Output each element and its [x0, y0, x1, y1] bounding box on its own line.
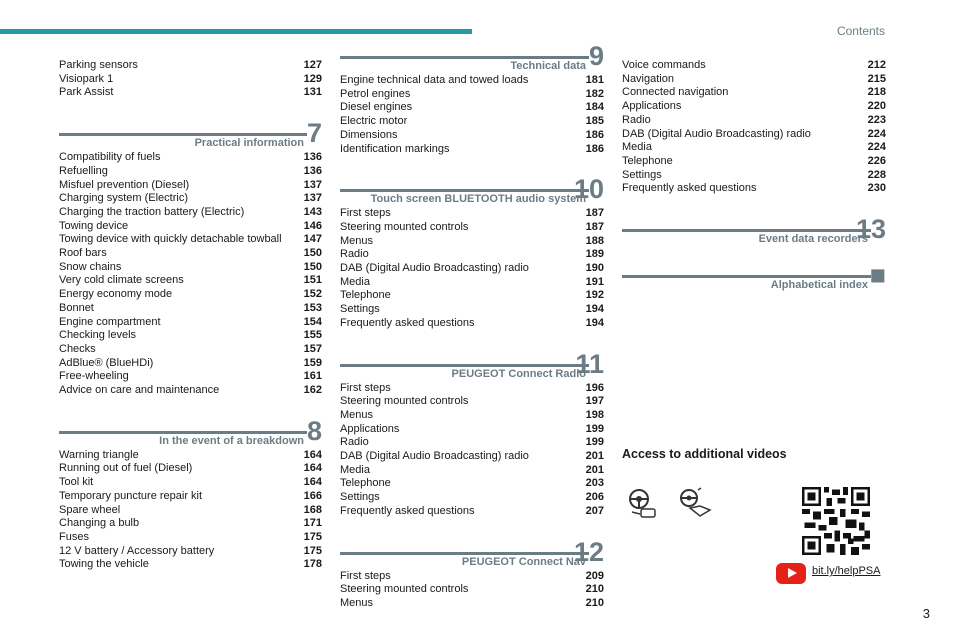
toc-entry-label: Steering mounted controls	[340, 583, 469, 596]
toc-entry-label: Snow chains	[59, 260, 122, 273]
toc-entry-page: 218	[867, 86, 886, 99]
toc-entry[interactable]	[59, 302, 322, 316]
toc-entry-page: 184	[585, 101, 604, 114]
toc-entry-page: 189	[585, 248, 604, 261]
toc-entry[interactable]	[340, 491, 604, 505]
toc-entry[interactable]	[340, 477, 604, 491]
toc-entry-page: 137	[303, 178, 322, 191]
toc-entry-page: 199	[585, 422, 604, 435]
toc-entry[interactable]	[340, 450, 604, 464]
toc-entry[interactable]	[340, 395, 604, 409]
toc-entry[interactable]	[340, 382, 604, 396]
toc-entry[interactable]	[59, 233, 322, 247]
toc-entry-page: 186	[585, 142, 604, 155]
toc-entry-page: 192	[585, 289, 604, 302]
section-rule	[59, 133, 307, 136]
toc-entry-page: 175	[303, 530, 322, 543]
toc-entry-page: 136	[303, 151, 322, 164]
toc-entry[interactable]	[622, 114, 886, 128]
toc-entry[interactable]	[59, 151, 322, 165]
toc-entry-label: Energy economy mode	[59, 288, 173, 301]
section-header	[622, 214, 886, 247]
toc-entry-page: 224	[867, 127, 886, 140]
toc-entry[interactable]	[622, 73, 886, 87]
toc-entry-label: Refuelling	[59, 164, 108, 177]
toc-entry-label: Radio	[340, 436, 369, 449]
toc-entry[interactable]	[59, 86, 322, 100]
toc-entry-label: Roof bars	[59, 247, 107, 260]
toc-entry-page: 210	[585, 583, 604, 596]
toc-entry-page: 143	[303, 205, 322, 218]
page-number: 3	[922, 606, 930, 621]
section-rule	[340, 364, 589, 367]
toc-entry-page: 162	[303, 384, 322, 397]
toc-entry-page: 129	[303, 72, 322, 85]
toc-entry-page: 194	[585, 303, 604, 316]
toc-entry-page: 136	[303, 164, 322, 177]
toc-entry-label: Voice commands	[622, 59, 706, 71]
toc-entry-page: 197	[585, 395, 604, 408]
toc-entry-label: Bonnet	[59, 301, 94, 314]
section-rule	[622, 229, 871, 232]
toc-entry[interactable]	[59, 343, 322, 357]
toc-entry-label: Diesel engines	[340, 101, 413, 114]
videos-link[interactable]: bit.ly/helpPSA	[812, 565, 881, 577]
toc-entry-page: 187	[585, 207, 604, 220]
toc-entry[interactable]	[622, 169, 886, 183]
toc-entry-page: 185	[585, 115, 604, 128]
toc-entry-page: 164	[303, 476, 322, 489]
steering-wheel-video-icon	[624, 486, 660, 522]
toc-entry[interactable]	[59, 179, 322, 193]
toc-entry-label: Engine compartment	[59, 315, 161, 328]
toc-entry-label: Frequently asked questions	[340, 504, 475, 517]
toc-entry-label: First steps	[340, 569, 391, 582]
toc-entry[interactable]	[340, 289, 604, 303]
toc-entry-page: 199	[585, 436, 604, 449]
section-number: 9	[588, 41, 604, 71]
toc-entry[interactable]	[340, 74, 604, 88]
toc-entry-page: 198	[585, 408, 604, 421]
toc-entry[interactable]	[340, 143, 604, 157]
toc-entry-label: Applications	[340, 422, 400, 435]
toc-entry-label: Compatibility of fuels	[59, 151, 161, 164]
toc-entry[interactable]	[59, 517, 322, 531]
toc-entry[interactable]	[340, 207, 604, 221]
toc-entry-label: Running out of fuel (Diesel)	[59, 462, 193, 475]
toc-entry-label: Frequently asked questions	[340, 316, 475, 329]
toc-entry-page: 181	[585, 74, 604, 86]
section-number: 12	[573, 536, 604, 567]
toc-entry[interactable]	[340, 303, 604, 317]
toc-entry-page: 194	[585, 316, 604, 329]
toc-entry-label: Towing device	[59, 219, 129, 232]
section-title: PEUGEOT Connect Radio	[451, 367, 586, 380]
toc-entry-label: Charging the traction battery (Electric)	[59, 205, 245, 218]
toc-entry[interactable]	[340, 129, 604, 143]
toc-entry-label: Towing device with quickly detachable towball	[59, 233, 282, 246]
toc-entry-page: 191	[585, 275, 604, 288]
toc-entry-label: Visiopark 1	[59, 72, 114, 85]
toc-entry-label: DAB (Digital Audio Broadcasting) radio	[340, 262, 529, 275]
section-title: Technical data	[510, 60, 586, 72]
toc-entry-label: Connected navigation	[622, 86, 729, 99]
section-title: Event data recorders	[758, 233, 868, 246]
toc-entry[interactable]	[59, 288, 322, 302]
toc-entry[interactable]	[340, 262, 604, 276]
toc-entry-label: Towing the vehicle	[59, 558, 149, 571]
toc-entry-label: 12 V battery / Accessory battery	[59, 544, 215, 557]
toc-entry-label: Menus	[340, 596, 374, 609]
toc-entry-label: Settings	[340, 491, 380, 504]
section-title: In the event of a breakdown	[159, 434, 304, 447]
toc-entry-label: Parking sensors	[59, 59, 138, 71]
toc-entry[interactable]	[59, 357, 322, 371]
toc-entry[interactable]	[340, 101, 604, 115]
toc-entry-label: Frequently asked questions	[622, 182, 757, 195]
toc-entry[interactable]	[622, 182, 886, 196]
toc-entry[interactable]	[340, 88, 604, 102]
toc-entry-label: Electric motor	[340, 115, 408, 128]
steering-wheel-hand-icon	[676, 486, 712, 522]
toc-entry[interactable]	[340, 317, 604, 331]
toc-entry[interactable]	[622, 100, 886, 114]
section-title: Practical information	[194, 137, 304, 150]
toc-entry-label: DAB (Digital Audio Broadcasting) radio	[622, 127, 811, 140]
toc-entry-label: Free-wheeling	[59, 370, 129, 383]
toc-entry[interactable]	[59, 220, 322, 234]
toc-entry[interactable]	[340, 221, 604, 235]
toc-entry-page: 178	[303, 558, 322, 571]
toc-entry-label: Menus	[340, 234, 374, 247]
toc-entry[interactable]	[340, 276, 604, 290]
toc-entry[interactable]	[59, 247, 322, 261]
toc-entry-page: 215	[867, 72, 886, 85]
toc-entry-page: 150	[303, 247, 322, 260]
toc-entry-page: 207	[585, 504, 604, 517]
toc-entry-label: Identification markings	[340, 142, 450, 155]
toc-entry[interactable]	[59, 192, 322, 206]
toc-entry-page: 206	[585, 491, 604, 504]
toc-entry-label: Media	[340, 275, 370, 288]
toc-entry-page: 152	[303, 288, 322, 301]
toc-entry[interactable]	[340, 505, 604, 519]
section-rule	[340, 552, 589, 555]
toc-entry-page: 137	[303, 192, 322, 205]
toc-entry-page: 203	[585, 477, 604, 490]
toc-entry-label: Advice on care and maintenance	[59, 384, 220, 397]
toc-entry-label: Changing a bulb	[59, 517, 140, 530]
toc-entry[interactable]	[59, 73, 322, 87]
toc-entry-page: 146	[303, 219, 322, 232]
toc-entry-page: 164	[303, 462, 322, 475]
toc-entry-label: Charging system (Electric)	[59, 192, 188, 205]
toc-entry[interactable]	[59, 504, 322, 518]
toc-entry-page: 196	[585, 381, 604, 394]
toc-entry-page: 223	[867, 113, 886, 126]
contents-column-1	[59, 59, 322, 572]
toc-entry[interactable]	[59, 59, 322, 73]
toc-entry-page: 209	[585, 569, 604, 582]
section-title: Alphabetical index	[770, 279, 868, 292]
header-accent-bar	[0, 29, 472, 34]
toc-entry[interactable]	[59, 558, 322, 572]
toc-entry[interactable]	[622, 86, 886, 100]
section-number: 11	[575, 348, 604, 379]
section-rule	[340, 56, 589, 59]
toc-entry-page: 186	[585, 128, 604, 141]
toc-entry-page: 230	[867, 182, 886, 195]
toc-entry-page: 182	[585, 87, 604, 100]
toc-entry-label: Telephone	[622, 154, 673, 167]
toc-entry-page: 154	[303, 315, 322, 328]
toc-entry-label: Settings	[340, 303, 380, 316]
toc-entry[interactable]	[340, 583, 604, 597]
toc-entry-page: 224	[867, 141, 886, 154]
toc-entry-label: Media	[340, 463, 370, 476]
toc-entry-page: 150	[303, 260, 322, 273]
youtube-icon[interactable]	[776, 563, 806, 584]
toc-entry[interactable]	[340, 423, 604, 437]
toc-entry-label: Navigation	[622, 72, 674, 85]
toc-entry[interactable]	[340, 115, 604, 129]
toc-entry-label: Radio	[340, 248, 369, 261]
toc-entry-label: Dimensions	[340, 128, 398, 141]
toc-entry-label: Fuses	[59, 530, 89, 543]
section-number: 10	[573, 174, 604, 205]
toc-entry-label: Settings	[622, 168, 662, 181]
toc-entry-label: Tool kit	[59, 476, 94, 489]
section-rule	[59, 431, 307, 434]
toc-entry-label: Spare wheel	[59, 503, 121, 516]
toc-entry[interactable]	[59, 531, 322, 545]
toc-entry-page: 201	[585, 450, 604, 463]
toc-entry-page: 190	[585, 262, 604, 275]
videos-heading: Access to additional videos	[622, 447, 787, 461]
toc-entry-page: 226	[867, 154, 886, 167]
section-title: PEUGEOT Connect Nav	[461, 555, 586, 568]
toc-entry[interactable]	[59, 206, 322, 220]
toc-entry-label: Park Assist	[59, 86, 114, 99]
toc-entry-page: 164	[303, 448, 322, 461]
toc-entry-page: 212	[867, 59, 886, 71]
toc-entry[interactable]	[622, 128, 886, 142]
toc-entry-label: Checks	[59, 342, 96, 355]
toc-entry-label: Telephone	[340, 289, 391, 302]
section-rule	[622, 275, 871, 278]
toc-entry-label: First steps	[340, 381, 391, 394]
toc-entry-page: 157	[303, 342, 322, 355]
toc-entry[interactable]	[59, 384, 322, 398]
toc-entry-label: Menus	[340, 408, 374, 421]
toc-entry-page: 201	[585, 463, 604, 476]
toc-entry-label: Radio	[622, 113, 651, 126]
toc-entry-page: 171	[303, 517, 322, 530]
toc-entry-label: Temporary puncture repair kit	[59, 489, 203, 502]
toc-entry-label: Very cold climate screens	[59, 274, 184, 287]
toc-entry[interactable]	[59, 165, 322, 179]
toc-entry[interactable]	[340, 409, 604, 423]
toc-entry-page: 155	[303, 329, 322, 342]
toc-entry[interactable]	[340, 235, 604, 249]
toc-entry[interactable]	[59, 545, 322, 559]
toc-entry-page: 131	[303, 86, 322, 99]
contents-column-2	[340, 41, 604, 611]
toc-entry-label: Warning triangle	[59, 448, 139, 461]
toc-entry-page: 228	[867, 168, 886, 181]
toc-entry[interactable]	[340, 248, 604, 262]
toc-entry-label: Checking levels	[59, 329, 137, 342]
toc-entry-page: 220	[867, 100, 886, 113]
toc-entry[interactable]	[59, 476, 322, 490]
section-rule	[340, 189, 589, 192]
toc-entry-label: Misfuel prevention (Diesel)	[59, 178, 190, 191]
toc-entry[interactable]	[340, 436, 604, 450]
toc-entry-page: 151	[303, 274, 322, 287]
toc-entry[interactable]	[59, 261, 322, 275]
toc-entry-page: 187	[585, 220, 604, 233]
toc-entry[interactable]	[59, 329, 322, 343]
toc-entry-label: Steering mounted controls	[340, 395, 469, 408]
toc-entry[interactable]	[622, 141, 886, 155]
toc-entry-label: Steering mounted controls	[340, 220, 469, 233]
section-number: 13	[855, 214, 886, 245]
section-title: Touch screen BLUETOOTH audio system	[370, 193, 586, 206]
toc-entry-page: 161	[303, 370, 322, 383]
toc-entry-label: Engine technical data and towed loads	[340, 74, 529, 86]
toc-entry-page: 147	[303, 233, 322, 246]
section-header	[340, 174, 604, 207]
toc-entry-page: 175	[303, 544, 322, 557]
section-number: 8	[306, 415, 322, 446]
section-number: 7	[306, 118, 322, 149]
toc-entry-page: 153	[303, 301, 322, 314]
section-header	[340, 536, 604, 570]
toc-entry-page: 188	[585, 234, 604, 247]
toc-entry[interactable]	[340, 570, 604, 584]
toc-entry[interactable]	[622, 155, 886, 169]
qr-code[interactable]	[802, 487, 870, 555]
toc-entry-page: 166	[303, 489, 322, 502]
toc-entry[interactable]	[59, 274, 322, 288]
toc-entry[interactable]	[59, 490, 322, 504]
section-header	[340, 348, 604, 382]
toc-entry[interactable]	[59, 449, 322, 463]
toc-entry-page: 159	[303, 356, 322, 369]
contents-column-3	[622, 59, 886, 293]
toc-entry[interactable]	[340, 597, 604, 611]
section-header	[340, 41, 604, 74]
toc-entry-page: 168	[303, 503, 322, 516]
page-header-title: Contents	[836, 24, 885, 38]
toc-entry-label: Telephone	[340, 477, 391, 490]
toc-entry-label: First steps	[340, 207, 391, 220]
toc-entry[interactable]	[622, 59, 886, 73]
section-header	[59, 415, 322, 449]
toc-entry-label: Petrol engines	[340, 87, 411, 100]
toc-entry[interactable]	[59, 462, 322, 476]
toc-entry[interactable]	[59, 316, 322, 330]
toc-entry-label: Applications	[622, 100, 682, 113]
toc-entry-label: AdBlue® (BlueHDi)	[59, 356, 154, 369]
toc-entry[interactable]	[340, 464, 604, 478]
toc-entry-page: 210	[585, 596, 604, 609]
toc-entry[interactable]	[59, 370, 322, 384]
toc-entry-page: 127	[303, 59, 322, 71]
section-header	[59, 118, 322, 151]
toc-entry-label: DAB (Digital Audio Broadcasting) radio	[340, 450, 529, 463]
section-number: ■	[869, 260, 886, 291]
section-header	[622, 260, 886, 293]
toc-entry-label: Media	[622, 141, 652, 154]
